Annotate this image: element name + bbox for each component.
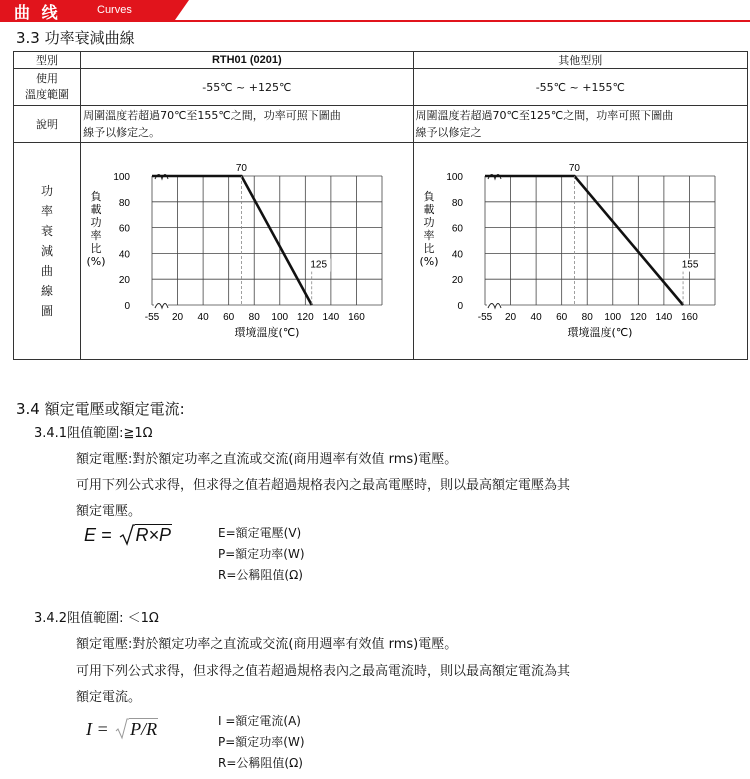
formula-voltage — [84, 524, 172, 546]
s2-text-line1: 額定電壓:對於額定功率之直流或交流(商用週率有效值 rms)電壓。 — [76, 637, 458, 652]
row-label-chart-text: 功率衰減曲線圖 — [41, 184, 54, 318]
x-tick-label: 160 — [348, 312, 365, 323]
y-axis-label-char: (%) — [418, 255, 439, 268]
y-axis-label-char: 比 — [90, 242, 102, 255]
section-3-4-title: 3.4 額定電壓或額定電流: — [16, 400, 185, 418]
derating-curve-line — [485, 176, 683, 305]
formula-current-lhs: I = — [86, 719, 109, 739]
s2-text-line2: 可用下列公式求得，但求得之值若超過規格表內之最高電流時，則以最高額定電流為其 — [76, 664, 571, 679]
table-header-type: 型別 — [14, 52, 81, 69]
x-tick-label: -55 — [477, 312, 492, 323]
x-axis-label: 環境溫度(℃) — [567, 326, 632, 339]
note-other-line1: 周圍溫度若超過70℃至125℃之間，功率可照下圖曲 — [415, 109, 674, 122]
note-rth01-line1: 周圍溫度若超過70℃至155℃之間，功率可照下圖曲 — [83, 109, 341, 122]
note-rth01-line2: 線予以修定之。 — [83, 126, 161, 139]
y-tick-label: 60 — [118, 223, 131, 235]
note-other — [413, 106, 747, 143]
table-header-other: 其他型別 — [413, 52, 747, 69]
formula-voltage-rhs: R×P — [135, 525, 172, 545]
header-title-en: Curves — [97, 4, 132, 16]
def-i: I =額定電流(A) — [218, 714, 301, 728]
row-label-chart — [14, 143, 81, 360]
y-axis-label-char: 負 — [90, 190, 102, 203]
y-axis-label — [419, 189, 438, 268]
current-definitions — [218, 711, 305, 774]
sqrt-icon — [115, 718, 129, 740]
temp-range-rth01: -55℃ ~ +125℃ — [81, 69, 413, 106]
subsection-3-4-2-title: 3.4.2阻值範圍: ＜1Ω — [34, 611, 159, 626]
temp-range-other: -55℃ ~ +155℃ — [413, 69, 747, 106]
def-r2: R=公稱阻值(Ω) — [218, 756, 303, 770]
x-tick-label: 80 — [248, 312, 260, 323]
annotation-end: 125 — [310, 259, 328, 271]
y-axis-label-char: 比 — [423, 242, 435, 255]
x-tick-label: 60 — [223, 312, 235, 323]
row-label-temp-line1: 使用 — [36, 72, 59, 85]
formula-current — [86, 718, 158, 740]
y-tick-label: 100 — [113, 172, 131, 183]
x-tick-label: -55 — [144, 312, 160, 323]
derating-table — [13, 51, 748, 360]
note-rth01 — [81, 106, 413, 143]
x-tick-label: 140 — [322, 312, 340, 323]
header-title-cn: 曲 线 — [14, 3, 61, 22]
s2-text-line3: 額定電流。 — [76, 690, 142, 705]
x-tick-label: 140 — [655, 312, 672, 323]
formula-current-rhs: P/R — [130, 719, 158, 739]
y-tick-label: 100 — [445, 172, 463, 183]
y-axis-label-char: 率 — [90, 229, 102, 242]
x-tick-label: 120 — [629, 312, 647, 323]
x-axis-label: 環境溫度(℃) — [234, 326, 300, 339]
y-axis-label — [87, 189, 106, 268]
y-axis-label-char: 功 — [423, 216, 435, 229]
annotation-knee: 70 — [235, 163, 248, 174]
y-tick-label: 40 — [118, 249, 131, 261]
derating-curve-line — [152, 176, 312, 305]
row-label-temp — [14, 69, 81, 106]
y-axis-label-char: 率 — [423, 229, 435, 242]
x-tick-label: 20 — [172, 312, 184, 323]
header-rule — [0, 20, 750, 22]
x-tick-label: 40 — [530, 312, 542, 323]
def-e: E=額定電壓(V) — [218, 526, 302, 540]
x-tick-label: 20 — [504, 312, 516, 323]
chart-cell-rth01 — [81, 143, 413, 360]
y-axis-label-char: 載 — [423, 203, 435, 216]
y-tick-label: 40 — [451, 249, 463, 261]
y-tick-label: 60 — [451, 223, 463, 235]
s1-text-line3: 額定電壓。 — [76, 504, 142, 519]
x-tick-label: 100 — [603, 312, 621, 323]
row-label-note: 說明 — [14, 106, 81, 143]
note-other-line2: 線予以修定之 — [415, 126, 482, 139]
x-tick-label: 60 — [555, 312, 567, 323]
table-header-rth01: RTH01 (0201) — [81, 52, 413, 69]
def-p: P=額定功率(W) — [218, 547, 305, 561]
y-axis-label-char: (%) — [86, 255, 106, 268]
x-tick-label: 120 — [297, 312, 314, 323]
y-tick-label: 0 — [456, 301, 463, 312]
voltage-definitions — [218, 523, 305, 586]
y-tick-label: 20 — [118, 275, 131, 287]
chart-cell-other — [413, 143, 747, 360]
y-tick-label: 80 — [451, 197, 463, 209]
row-label-temp-line2: 溫度範圍 — [25, 88, 70, 101]
derating-chart-other — [414, 143, 747, 359]
y-axis-label-char: 負 — [423, 190, 435, 203]
x-tick-label: 100 — [271, 312, 289, 323]
formula-voltage-lhs: E = — [84, 525, 112, 545]
section-header — [0, 0, 750, 22]
y-tick-label: 80 — [118, 197, 131, 209]
subsection-3-4-1-title: 3.4.1阻值範圍:≧1Ω — [34, 426, 153, 441]
def-r: R=公稱阻值(Ω) — [218, 568, 303, 582]
derating-chart-rth01 — [81, 143, 412, 359]
def-p2: P=額定功率(W) — [218, 735, 305, 749]
y-axis-label-char: 載 — [90, 203, 102, 216]
y-axis-label-char: 功 — [90, 216, 102, 229]
annotation-end: 155 — [681, 259, 698, 271]
s1-text-line2: 可用下列公式求得，但求得之值若超過規格表內之最高電壓時，則以最高額定電壓為其 — [76, 478, 571, 493]
annotation-knee: 70 — [568, 163, 580, 174]
s1-text-line1: 額定電壓:對於額定功率之直流或交流(商用週率有效值 rms)電壓。 — [76, 452, 458, 467]
x-tick-label: 160 — [680, 312, 698, 323]
x-tick-label: 40 — [197, 312, 209, 323]
sqrt-icon — [119, 524, 135, 546]
y-tick-label: 0 — [124, 301, 131, 312]
x-tick-label: 80 — [581, 312, 593, 323]
section-3-3-title: 3.3 功率衰減曲線 — [16, 29, 135, 47]
y-tick-label: 20 — [451, 275, 463, 287]
